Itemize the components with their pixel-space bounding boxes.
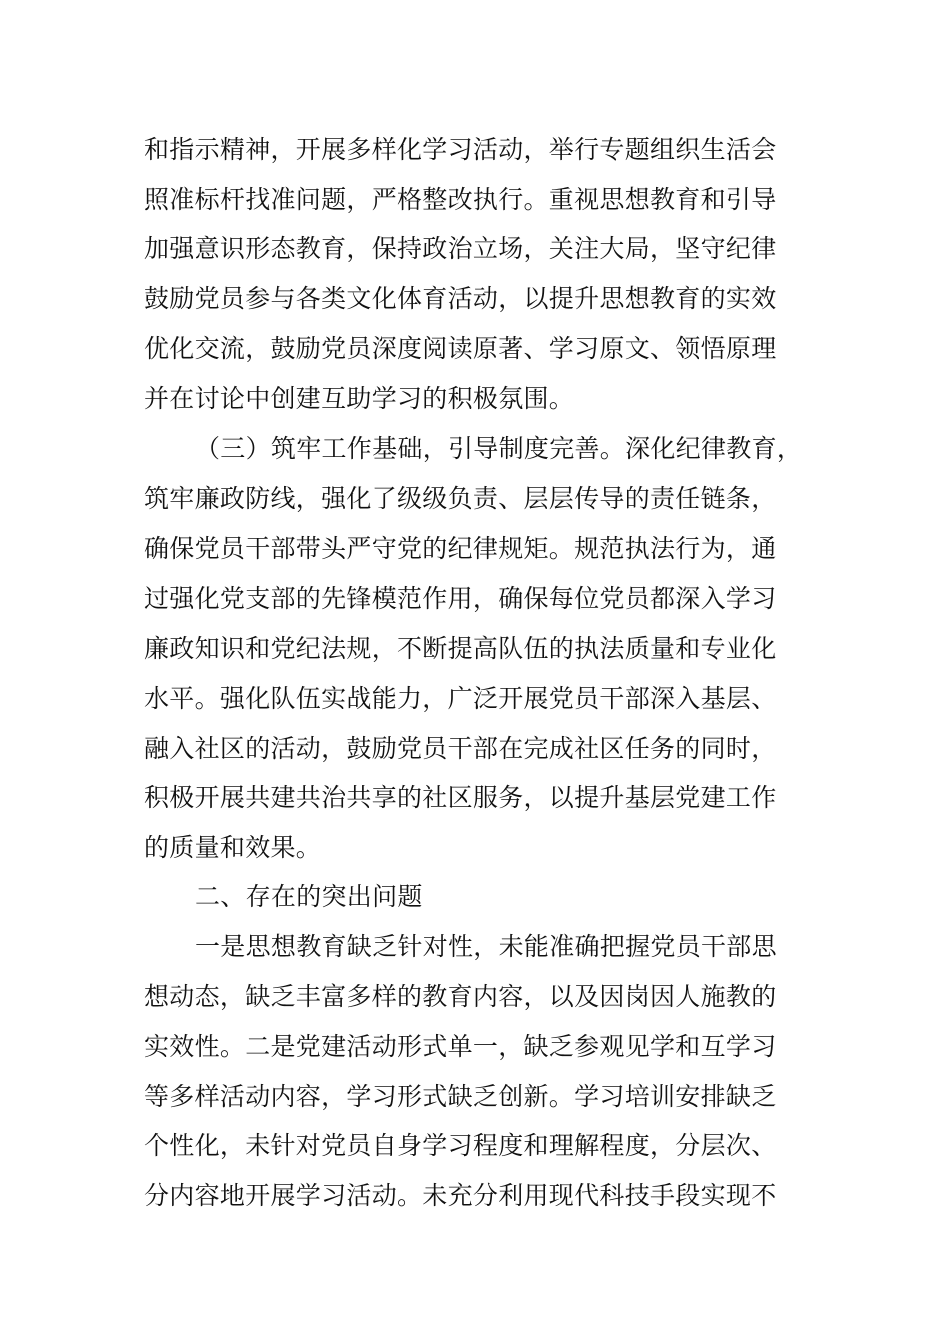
text-line: 的质量和效果。 [144,833,322,862]
text-line: 想动态，缺乏丰富多样的教育内容，以及因岗因人施教的 [144,982,777,1011]
paragraph-heading: （三）筑牢工作基础，引导制度完善。深化纪律教育， [195,434,803,463]
text-line: 优化交流，鼓励党员深度阅读原著、学习原文、领悟原理 [144,334,777,363]
text-line: 过强化党支部的先锋模范作用，确保每位党员都深入学习 [144,584,777,613]
section-heading: 二、存在的突出问题 [195,882,423,911]
text-line: 融入社区的活动，鼓励党员干部在完成社区任务的同时， [144,734,777,763]
text-line: 筑牢廉政防线，强化了级级负责、层层传导的责任链条， [144,484,777,513]
text-line: 个性化，未针对党员自身学习程度和理解程度，分层次、 [144,1131,777,1160]
text-line: 一是思想教育缺乏针对性，未能准确把握党员干部思 [195,932,777,961]
text-line: 并在讨论中创建互助学习的积极氛围。 [144,384,575,413]
text-line: 加强意识形态教育，保持政治立场，关注大局，坚守纪律 [144,234,777,263]
text-line: 积极开展共建共治共享的社区服务，以提升基层党建工作 [144,783,777,812]
text-line: 水平。强化队伍实战能力，广泛开展党员干部深入基层、 [144,684,777,713]
text-line: 确保党员干部带头严守党的纪律规矩。规范执法行为，通 [144,534,777,563]
text-line: 分内容地开展学习活动。未充分利用现代科技手段实现不 [144,1181,777,1210]
text-line: 等多样活动内容，学习形式缺乏创新。学习培训安排缺乏 [144,1082,777,1111]
text-line: 廉政知识和党纪法规，不断提高队伍的执法质量和专业化 [144,634,777,663]
text-line: 实效性。二是党建活动形式单一，缺乏参观见学和互学习 [144,1032,777,1061]
text-line: 和指示精神，开展多样化学习活动，举行专题组织生活会 [144,135,777,164]
text-line: 鼓励党员参与各类文化体育活动，以提升思想教育的实效 [144,284,777,313]
text-line: 照准标杆找准问题，严格整改执行。重视思想教育和引导 [144,185,777,214]
